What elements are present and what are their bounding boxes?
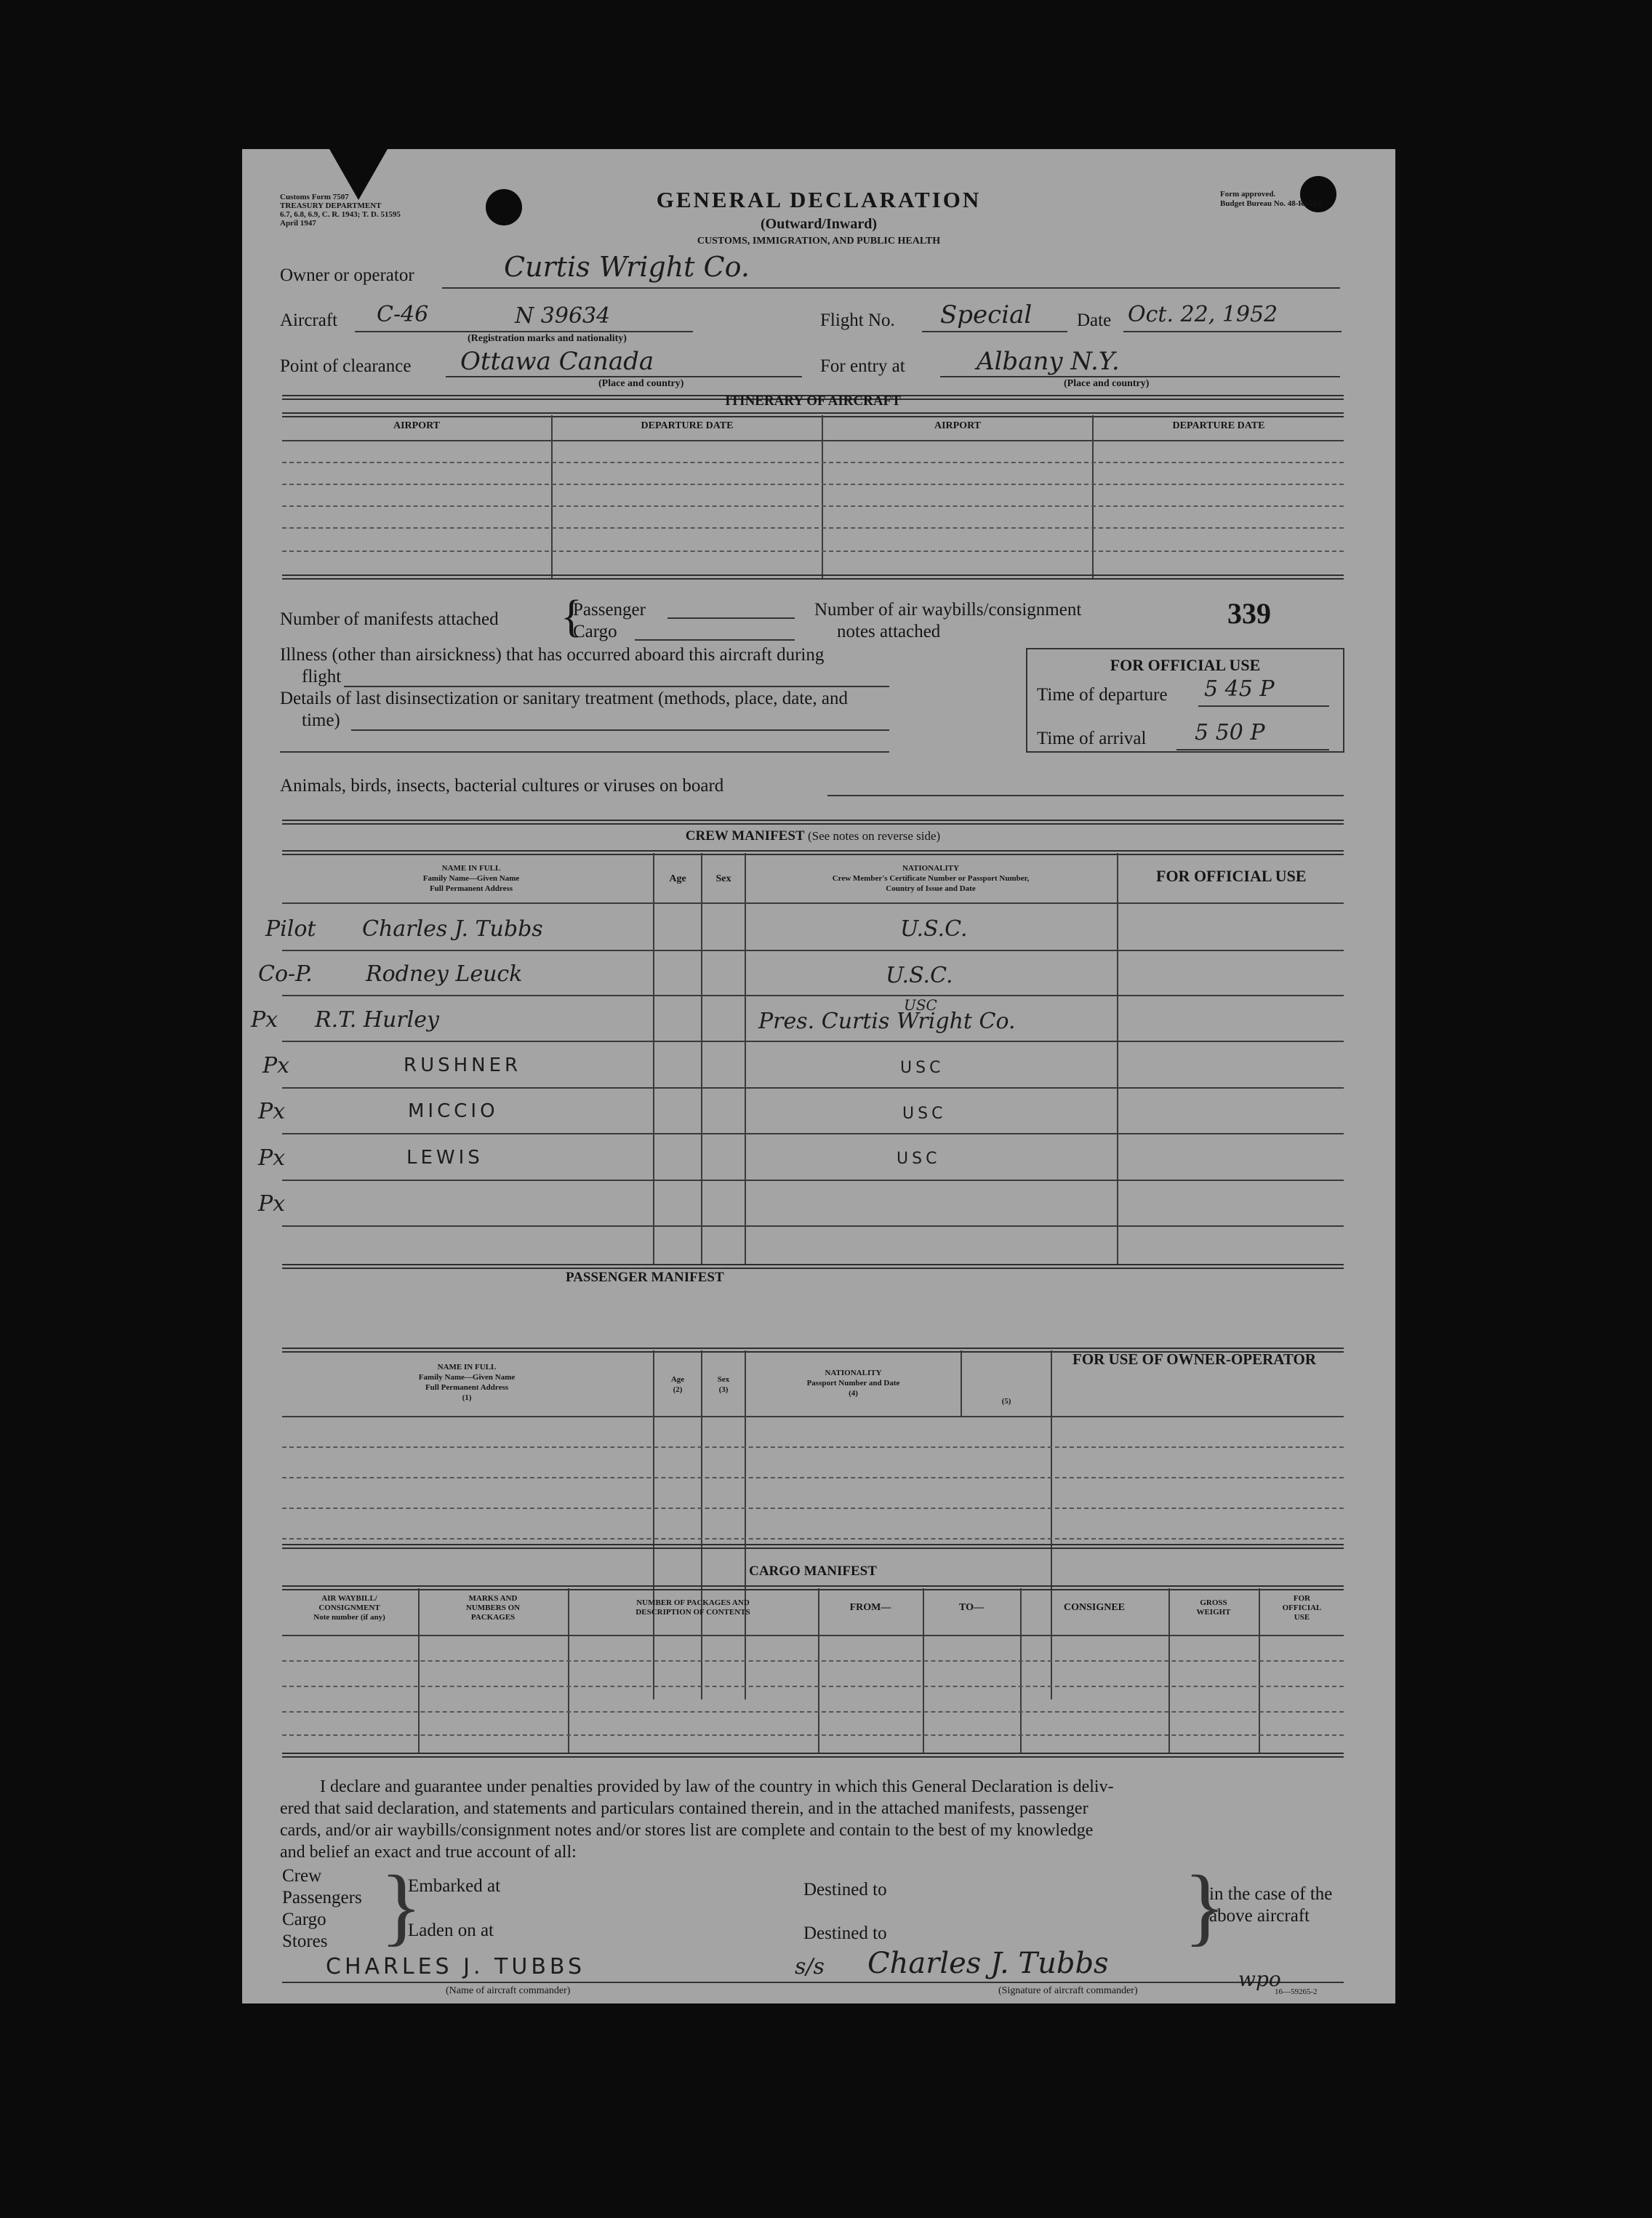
laden-label: Laden on at — [408, 1921, 494, 1940]
row-line — [282, 1446, 1344, 1448]
punch-hole — [486, 189, 522, 225]
row-line — [282, 551, 1344, 552]
col-line — [818, 1588, 819, 1754]
declaration-text: I declare and guarantee under penalties provided by law of the country in which this General Declaration is deliv- ered that said declaration, and statements and particulars contained therein, and in the attached manifests, passenger cards, and/or air waybills/consignment notes and/or stores list are complete and contain to the best of my knowledge and belief an exact and true account of all: — [280, 1777, 1114, 1862]
crew-row-name: Charles J. Tubbs — [362, 916, 543, 942]
official-use-title: FOR OFFICIAL USE — [1110, 656, 1261, 674]
flight-value: Special — [940, 300, 1032, 329]
crew-row-name: Rodney Leuck — [366, 961, 523, 987]
passenger-header-age: Age (2) — [670, 1375, 685, 1394]
place-note: (Place and country) — [598, 378, 684, 389]
crew-row-role: Px — [258, 1145, 286, 1171]
destined-label-2: Destined to — [803, 1923, 887, 1943]
col-line — [653, 853, 654, 1264]
name-caption: (Name of aircraft commander) — [446, 1985, 571, 1996]
col-line — [1168, 1588, 1170, 1754]
row-line — [282, 1686, 1344, 1687]
form-title: GENERAL DECLARATION — [656, 187, 982, 212]
col-line — [1051, 1350, 1052, 1699]
commander-name: CHARLES J. TUBBS — [326, 1954, 586, 1979]
crew-header-age: Age — [669, 873, 686, 884]
row-line — [282, 1087, 1344, 1089]
aircraft-line — [355, 331, 693, 332]
crew-row-nationality: Pres. Curtis Wright Co. — [758, 1009, 1016, 1034]
crew-row-nat-note: USC — [904, 996, 937, 1014]
owner-line — [442, 287, 1340, 289]
date-line — [1123, 331, 1342, 332]
row-line — [282, 505, 1344, 507]
manifest-passenger: Passenger — [573, 600, 646, 620]
signature-caption: (Signature of aircraft commander) — [998, 1985, 1138, 1996]
crew-header-official: FOR OFFICIAL USE — [1156, 867, 1307, 885]
cargo-rule — [282, 1585, 1344, 1590]
cargo-header: MARKS AND NUMBERS ON PACKAGES — [465, 1594, 521, 1622]
illness-label-2: flight — [302, 667, 342, 686]
row-line — [282, 995, 1344, 996]
disinsect-label-2: time) — [302, 710, 340, 730]
entry-value: Albany N.Y. — [977, 347, 1120, 376]
itinerary-rule — [282, 574, 1344, 580]
clearance-label: Point of clearance — [280, 356, 412, 376]
approval-note: Form approved. Budget Bureau No. 48-R153.1. — [1220, 190, 1324, 208]
row-line — [282, 1133, 1344, 1134]
cargo-title: CARGO MANIFEST — [749, 1564, 877, 1579]
cargo-header: CONSIGNEE — [1063, 1602, 1126, 1613]
form-subtitle: (Outward/Inward) — [760, 216, 877, 232]
entry-label: For entry at — [820, 356, 905, 376]
row-line — [282, 950, 1344, 951]
col-line — [961, 1350, 962, 1416]
cargo-header: NUMBER OF PACKAGES AND DESCRIPTION OF CONTENTS — [635, 1598, 750, 1617]
crew-row-name: RUSHNER — [404, 1054, 522, 1076]
passenger-header-sex: Sex (3) — [717, 1375, 730, 1394]
crew-row-role: Px — [251, 1007, 278, 1033]
row-line — [282, 1538, 1344, 1540]
crew-row-role: Px — [258, 1099, 286, 1124]
passenger-title: PASSENGER MANIFEST — [566, 1270, 724, 1285]
reg-note: (Registration marks and nationality) — [468, 333, 627, 344]
crew-row-name: LEWIS — [406, 1147, 484, 1169]
arrival-line — [1176, 749, 1329, 750]
cargo-header: AIR WAYBILL/ CONSIGNMENT Note number (if any) — [313, 1594, 385, 1622]
itinerary-header: AIRPORT — [934, 420, 982, 431]
aircraft-label: Aircraft — [280, 311, 338, 330]
cargo-rule — [282, 1753, 1344, 1758]
signature-prefix: s/s — [795, 1954, 825, 1979]
row-line — [282, 440, 1344, 441]
departure-line — [1198, 705, 1329, 707]
row-line — [282, 1711, 1344, 1713]
col-line — [653, 1350, 654, 1699]
crew-row-nationality: U.S.C. — [886, 963, 953, 988]
cargo-header: FROM— — [849, 1602, 891, 1613]
cargo-header: GROSS WEIGHT — [1196, 1598, 1231, 1617]
case-label: in the case of the above aircraft — [1209, 1884, 1333, 1926]
brace: } — [380, 1857, 422, 1954]
row-line — [282, 462, 1344, 463]
crew-header-sex: Sex — [715, 873, 731, 884]
row-line — [282, 1635, 1344, 1636]
destined-label: Destined to — [803, 1880, 887, 1899]
arrival-label: Time of arrival — [1037, 729, 1147, 748]
arrival-value: 5 50 P — [1195, 720, 1265, 745]
row-line — [282, 1416, 1344, 1417]
form-id: Customs Form 7507 TREASURY DEPARTMENT 6.7, 6.8, 6.9, C. R. 1943; T. D. 51595 April 1947 — [280, 193, 401, 228]
col-line — [568, 1588, 569, 1754]
passenger-header-owner: FOR USE OF OWNER-OPERATOR — [1072, 1350, 1317, 1368]
disinsect-label: Details of last disinsectization or sanitary treatment (methods, place, date, and — [280, 689, 848, 708]
crew-row-role: Px — [258, 1191, 286, 1217]
declaration-items: Crew Passengers Cargo Stores — [282, 1866, 362, 1951]
brace: { — [561, 592, 582, 641]
aircraft-reg: N 39634 — [515, 303, 611, 329]
owner-value: Curtis Wright Co. — [504, 251, 750, 283]
crew-row-nationality: USC — [897, 1150, 941, 1168]
cargo-rule — [282, 1544, 1344, 1549]
row-line — [282, 1180, 1344, 1181]
print-code: 16—59265-2 — [1275, 1987, 1318, 1996]
itinerary-header: DEPARTURE DATE — [1172, 420, 1265, 431]
cargo-line — [635, 639, 795, 641]
animals-label: Animals, birds, insects, bacterial cultures or viruses on board — [280, 776, 724, 796]
date-value: Oct. 22, 1952 — [1128, 302, 1278, 327]
row-line — [282, 1041, 1344, 1042]
crew-row-role: Co-P. — [258, 961, 313, 987]
illness-line — [344, 686, 889, 687]
col-line — [745, 1350, 746, 1699]
flight-line — [922, 331, 1067, 332]
aircraft-type: C-46 — [377, 302, 429, 327]
itinerary-header: AIRPORT — [393, 420, 441, 431]
crew-header-nationality: NATIONALITY Crew Member's Certificate Number or Passport Number, Country of Issue and Date — [832, 864, 1030, 893]
departure-label: Time of departure — [1037, 685, 1168, 705]
itinerary-title: ITINERARY OF AIRCRAFT — [725, 393, 901, 409]
col-line — [701, 1350, 702, 1699]
row-line — [282, 1508, 1344, 1509]
disinsect-line — [280, 751, 889, 753]
declaration-form — [242, 149, 1395, 2003]
itinerary-header: DEPARTURE DATE — [641, 420, 734, 431]
signature: Charles J. Tubbs — [867, 1947, 1109, 1980]
passenger-header-name: NAME IN FULL Family Name—Given Name Full Permanent Address (1) — [418, 1363, 516, 1402]
passenger-header-nationality: NATIONALITY Passport Number and Date (4) — [806, 1369, 900, 1398]
waybills-label: Number of air waybills/consignment — [814, 600, 1082, 620]
row-line — [282, 1225, 1344, 1227]
brace: } — [1184, 1857, 1226, 1954]
row-line — [282, 902, 1344, 904]
owner-label: Owner or operator — [280, 265, 414, 285]
row-line — [282, 1734, 1344, 1736]
col-line — [1020, 1588, 1022, 1754]
initials: wpo — [1238, 1967, 1281, 1991]
crew-row-nationality: USC — [902, 1105, 947, 1123]
passenger-header-5: (5) — [1001, 1397, 1011, 1406]
waybills-label-2: notes attached — [837, 622, 941, 641]
col-line — [745, 853, 746, 1264]
manifests-label: Number of manifests attached — [280, 609, 499, 629]
crew-rule — [282, 850, 1344, 855]
place-note-2: (Place and country) — [1064, 378, 1150, 389]
crew-header-name: NAME IN FULL Family Name—Given Name Full Permanent Address — [422, 864, 520, 893]
crew-row-role: Px — [262, 1053, 290, 1078]
col-line — [701, 853, 702, 1264]
waybills-number: 339 — [1227, 597, 1271, 630]
crew-title: CREW MANIFEST (See notes on reverse side) — [685, 828, 941, 844]
col-line — [923, 1588, 924, 1754]
cargo-header: FOR OFFICIAL USE — [1282, 1594, 1322, 1622]
illness-label: Illness (other than airsickness) that has occurred aboard this aircraft during — [280, 645, 825, 665]
passenger-rule — [282, 1264, 1344, 1269]
entry-line — [940, 376, 1340, 377]
col-line — [1117, 853, 1118, 1264]
crew-rule — [282, 820, 1344, 825]
crew-row-role: Pilot — [265, 916, 316, 942]
crew-row-name: R.T. Hurley — [315, 1007, 439, 1033]
col-line — [418, 1588, 420, 1754]
flight-label: Flight No. — [820, 311, 895, 330]
form-subtitle-2: CUSTOMS, IMMIGRATION, AND PUBLIC HEALTH — [697, 236, 941, 247]
passenger-rule — [282, 1348, 1344, 1353]
manifest-cargo: Cargo — [573, 622, 617, 641]
date-label: Date — [1077, 311, 1112, 330]
row-line — [282, 527, 1344, 529]
embarked-label: Embarked at — [408, 1876, 501, 1896]
animals-line — [827, 795, 1344, 796]
clearance-line — [446, 376, 802, 377]
col-line — [1259, 1588, 1260, 1754]
itinerary-rule — [282, 412, 1344, 417]
disinsect-line — [351, 729, 889, 731]
clearance-value: Ottawa Canada — [460, 347, 654, 376]
crew-row-nationality: U.S.C. — [900, 916, 968, 942]
row-line — [282, 1477, 1344, 1478]
departure-value: 5 45 P — [1204, 676, 1275, 702]
signature-line — [282, 1982, 1344, 1983]
crew-row-nationality: USC — [900, 1059, 945, 1077]
row-line — [282, 1660, 1344, 1662]
row-line — [282, 484, 1344, 485]
cargo-header: TO— — [959, 1602, 984, 1613]
passenger-line — [667, 617, 795, 619]
crew-row-name: MICCIO — [408, 1100, 499, 1122]
